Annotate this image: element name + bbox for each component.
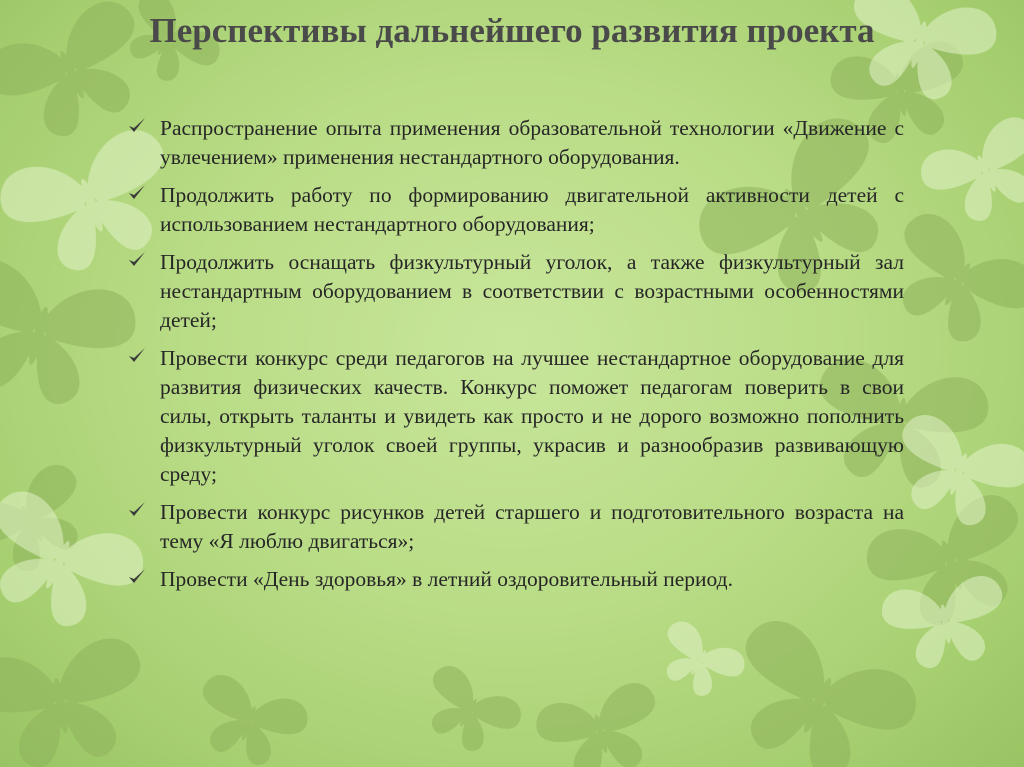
list-item	[126, 565, 904, 594]
bullet-list	[126, 114, 904, 603]
list-item-text: Распространение опыта применения образовательной технологии «Движение с увлечением» применения нестандартного оборудования.	[160, 116, 904, 169]
checkmark-icon	[126, 499, 148, 521]
list-item-text: Провести «День здоровья» в летний оздоровительный период.	[160, 567, 733, 591]
list-item-text: Провести конкурс рисунков детей старшего и подготовительного возраста на тему «Я люблю двигаться»;	[160, 500, 904, 553]
checkmark-icon	[126, 182, 148, 204]
checkmark-icon	[126, 115, 148, 137]
checkmark-icon	[126, 566, 148, 588]
checkmark-icon	[126, 345, 148, 367]
list-item	[126, 248, 904, 335]
list-item	[126, 344, 904, 489]
list-item	[126, 114, 904, 172]
list-item	[126, 498, 904, 556]
list-item-text: Провести конкурс среди педагогов на лучшее нестандартное оборудование для развития физических качеств. Конкурс поможет педагогам поверить в свои силы, открыть таланты и увидеть как просто и не дорого возможно пополнить физкультурный уголок своей группы, украсив и разнообразив развивающую среду;	[160, 346, 904, 486]
list-item-text: Продолжить оснащать физкультурный уголок, а также физкультурный зал нестандартным оборудованием в соответствии с возрастными особенностями детей;	[160, 250, 904, 332]
list-item	[126, 181, 904, 239]
slide-title: Перспективы дальнейшего развития проекта	[149, 11, 875, 50]
checkmark-icon	[126, 249, 148, 271]
list-item-text: Продолжить работу по формированию двигательной активности детей с использованием нестандартного оборудования;	[160, 183, 904, 236]
